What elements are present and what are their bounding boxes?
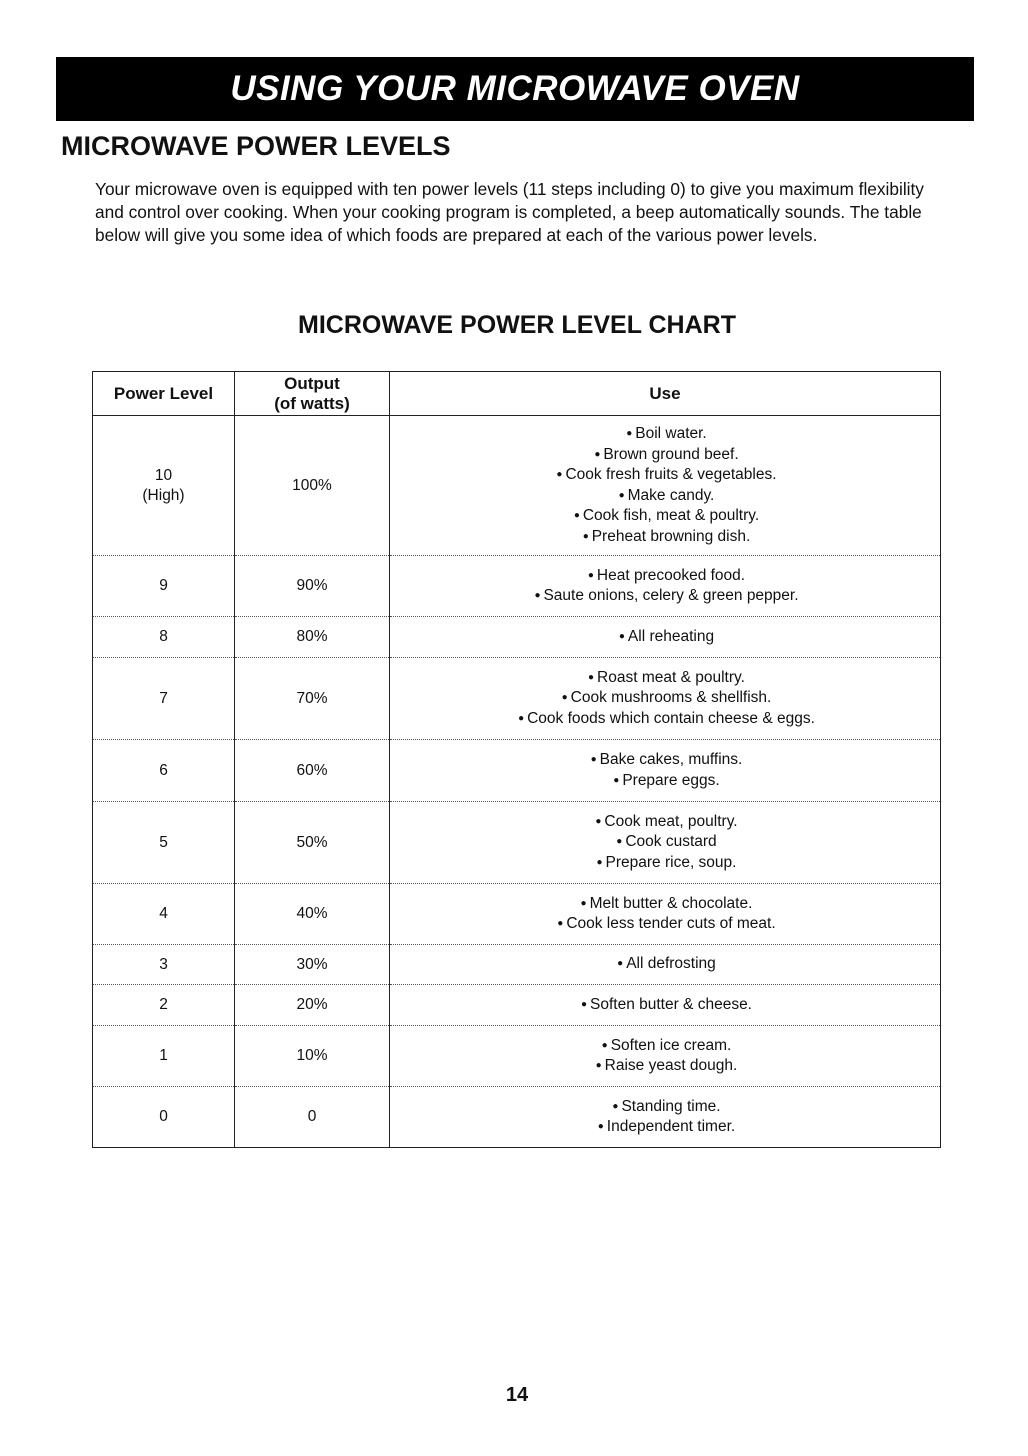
use-cell [390,740,941,802]
power-level-cell [93,884,235,945]
intro-paragraph: Your microwave oven is equipped with ten power levels (11 steps including 0) to give you maximum flexibility and control over cooking. When your cooking program is completed, a beep automatically sounds. The table below will give you some idea of which foods are prepared at each of the various power levels. [95,179,924,245]
power-level-cell [93,416,235,556]
power-level-cell [93,556,235,617]
use-item: ● Prepare eggs. [390,771,940,792]
use-list [390,954,940,975]
power-level-value: 4 [159,905,168,922]
table-row [93,945,941,985]
use-item: ● Independent timer. [390,1117,940,1138]
power-level-value: 7 [159,689,168,707]
header-power-level: Power Level [93,372,235,416]
use-item: ● Cook less tender cuts of meat. [390,914,940,935]
use-item: ● Roast meat & poultry. [390,668,940,689]
power-level-cell [93,658,235,740]
table-row [93,802,941,884]
table-body [93,416,941,1148]
use-list [390,1097,940,1138]
use-list [390,995,940,1016]
page-number: 14 [505,1384,529,1406]
output-cell: 10% [235,1026,390,1087]
output-cell: 100% [235,416,390,556]
use-item: ● Make candy. [390,486,940,507]
header-use: Use [390,372,941,416]
use-cell [390,1026,941,1087]
power-level-table [92,371,941,1148]
power-level-note: (High) [142,486,185,504]
use-item: ● Bake cakes, muffins. [390,750,940,771]
use-cell [390,802,941,884]
use-item: ● Heat precooked food. [390,566,940,587]
use-list [390,750,940,791]
power-level-value: 9 [159,577,168,594]
power-level-value: 3 [159,955,168,973]
table-row [93,556,941,617]
header-output-line2: (of watts) [274,393,350,413]
header-output-line1: Output [284,373,340,393]
use-cell [390,1087,941,1148]
table-row [93,1087,941,1148]
output-cell: 60% [235,740,390,802]
use-item: ● Soften ice cream. [390,1036,940,1057]
output-cell: 50% [235,802,390,884]
use-cell [390,985,941,1026]
use-list [390,1036,940,1077]
use-cell [390,658,941,740]
use-item: ● Preheat browning dish. [390,527,940,548]
use-item: ● All reheating [390,627,940,648]
use-cell [390,884,941,945]
power-level-cell [93,945,235,985]
output-cell: 80% [235,617,390,658]
chart-title: MICROWAVE POWER LEVEL CHART [298,311,736,339]
use-item: ● Cook custard [390,832,940,853]
table-header-row [93,372,941,416]
use-list [390,894,940,935]
output-cell: 0 [235,1087,390,1148]
use-item: ● Saute onions, celery & green pepper. [390,586,940,607]
use-item: ● Raise yeast dough. [390,1056,940,1077]
use-list [390,627,940,648]
use-item: ● Cook foods which contain cheese & eggs. [390,709,940,730]
table-row [93,416,941,556]
use-item: ● Soften butter & cheese. [390,995,940,1016]
table-row [93,1026,941,1087]
use-cell [390,416,941,556]
output-cell: 30% [235,945,390,985]
power-level-value: 0 [159,1108,168,1125]
page-banner [56,57,974,121]
use-item: ● Cook fresh fruits & vegetables. [390,465,940,486]
use-list [390,566,940,607]
table-row [93,740,941,802]
use-item: ● Cook meat, poultry. [390,812,940,833]
power-level-value: 8 [159,628,168,645]
power-level-value: 5 [159,833,168,851]
use-cell [390,945,941,985]
use-cell [390,556,941,617]
power-level-value: 6 [159,761,168,779]
power-level-cell [93,1087,235,1148]
table-row [93,884,941,945]
power-level-cell [93,802,235,884]
use-item: ● All defrosting [390,954,940,975]
use-list [390,424,940,547]
table-row [93,658,941,740]
banner-title: USING YOUR MICROWAVE OVEN [230,69,800,108]
use-item: ● Melt butter & chocolate. [390,894,940,915]
use-list [390,812,940,874]
output-cell: 20% [235,985,390,1026]
output-cell: 40% [235,884,390,945]
use-list [390,668,940,730]
output-cell: 90% [235,556,390,617]
power-level-cell [93,740,235,802]
use-item: ● Prepare rice, soup. [390,853,940,874]
output-cell: 70% [235,658,390,740]
power-level-cell [93,617,235,658]
power-level-value: 2 [159,996,168,1013]
use-cell [390,617,941,658]
table-row [93,617,941,658]
header-output [235,372,390,416]
power-level-cell [93,985,235,1026]
power-level-value: 1 [159,1047,168,1064]
use-item: ● Boil water. [390,424,940,445]
use-item: ● Cook fish, meat & poultry. [390,506,940,527]
power-level-cell [93,1026,235,1087]
use-item: ● Brown ground beef. [390,445,940,466]
use-item: ● Cook mushrooms & shellfish. [390,688,940,709]
section-title: MICROWAVE POWER LEVELS [61,131,451,161]
table-row [93,985,941,1026]
power-level-value: 10 [154,466,173,484]
use-item: ● Standing time. [390,1097,940,1118]
